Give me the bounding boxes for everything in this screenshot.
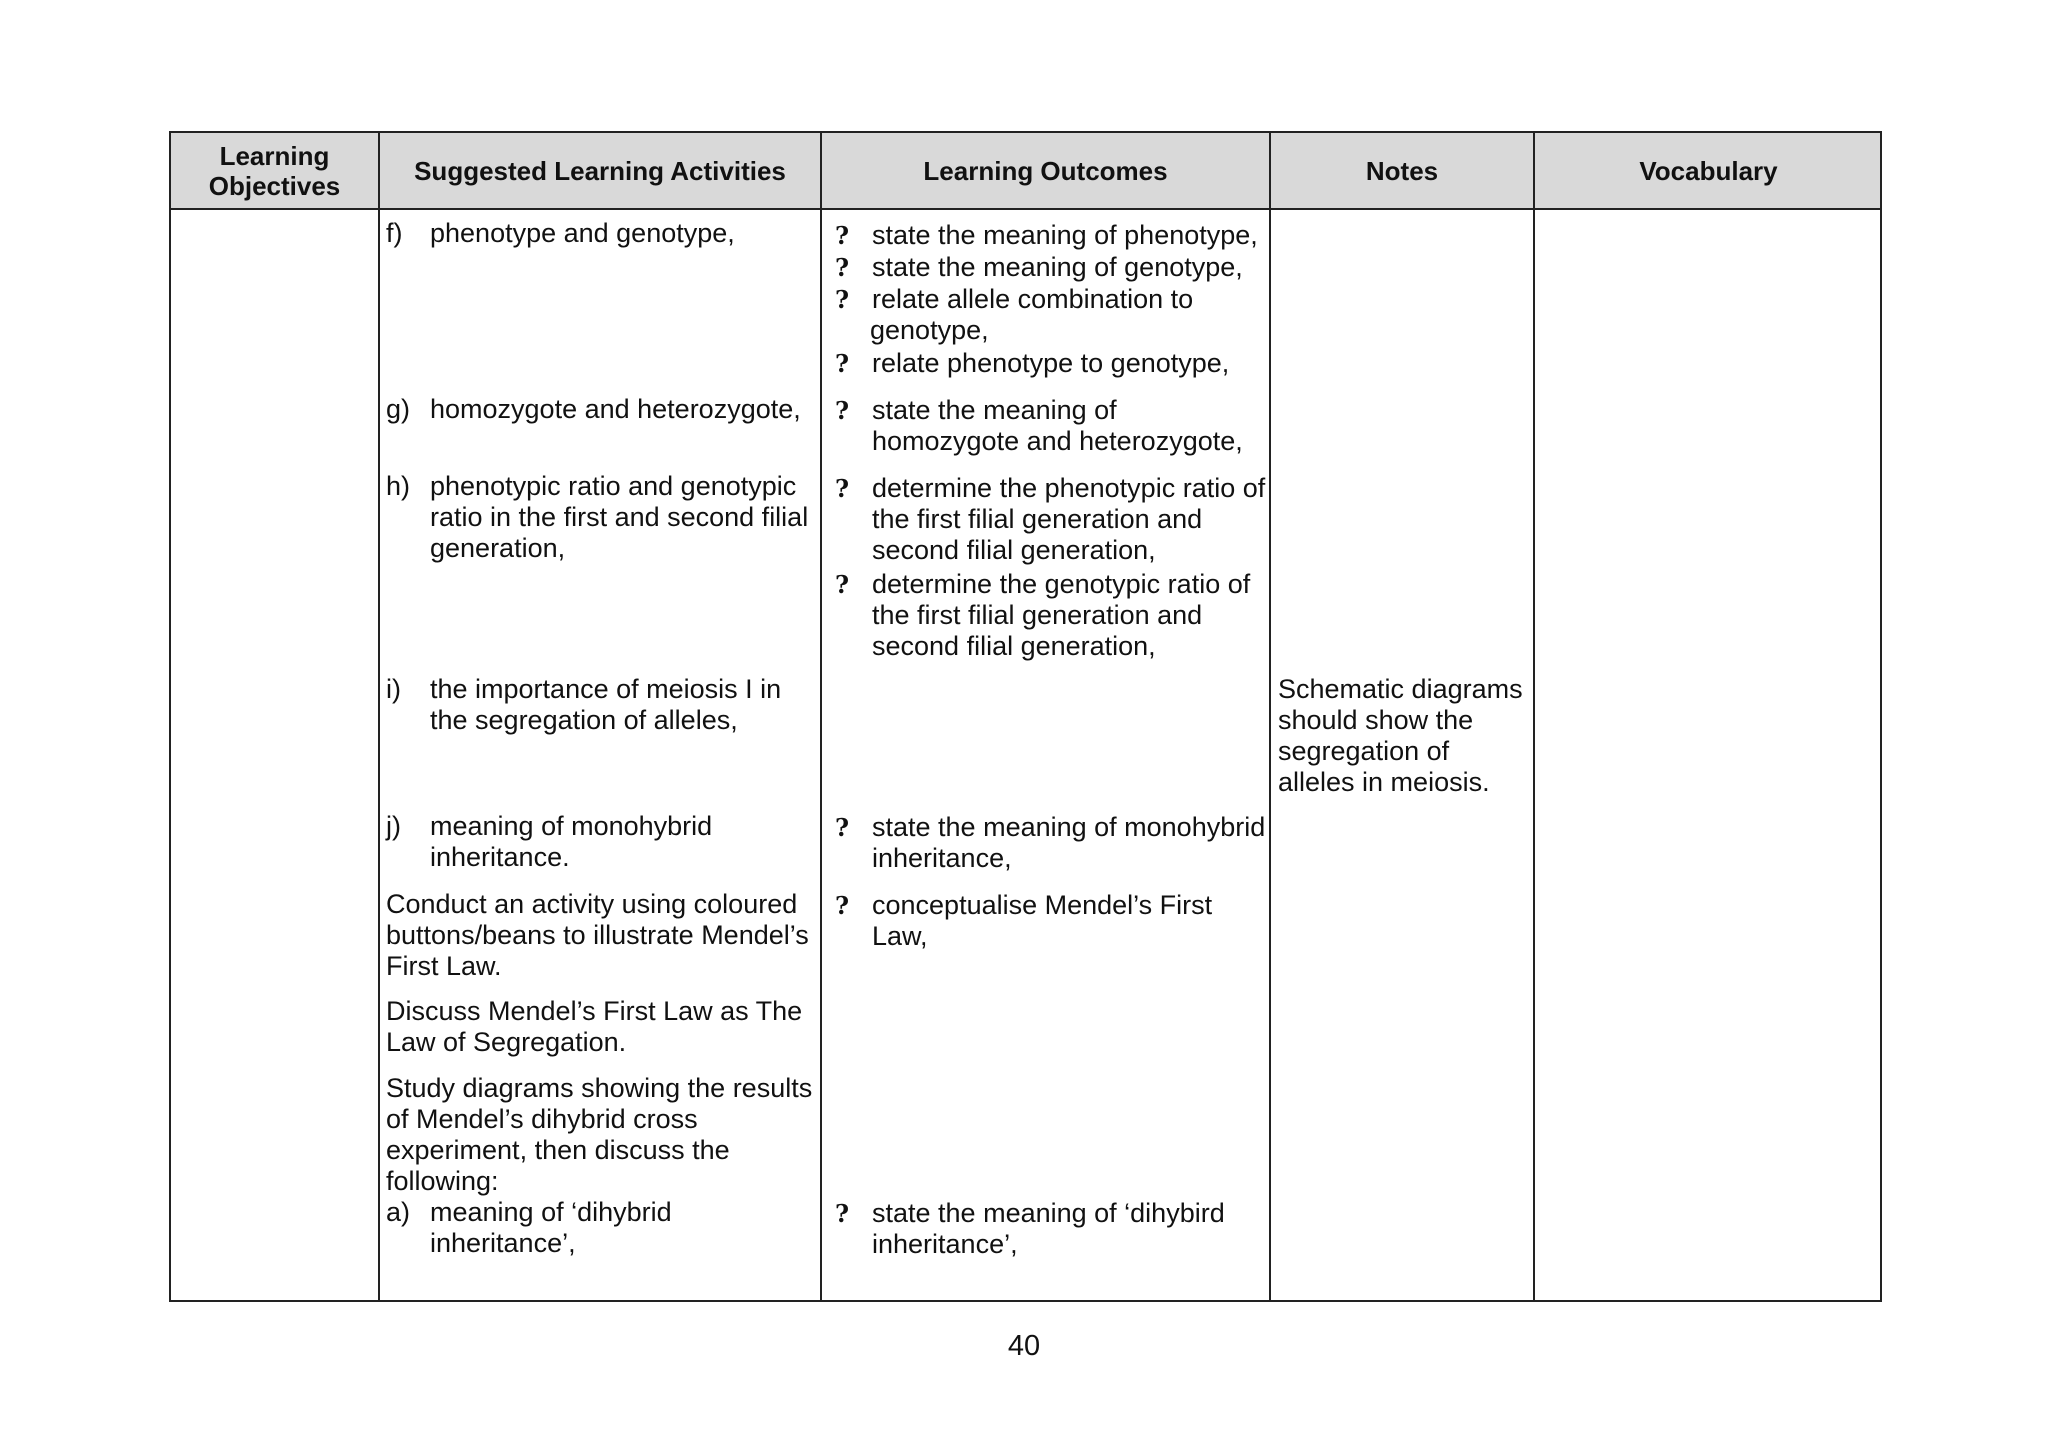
activity-marker: h) (386, 471, 411, 501)
column-divider (378, 133, 380, 1300)
outcome-text: state the meaning of phenotype, (872, 220, 1258, 250)
header-vocabulary: Vocabulary (1639, 155, 1778, 186)
outcome-text: conceptualise Mendel’s First Law, (872, 890, 1213, 951)
header-notes: Notes (1365, 155, 1439, 186)
page-number: 40 (1007, 1330, 1041, 1362)
outcome-bullet: ? (835, 285, 850, 314)
header-learning-outcomes: Learning Outcomes (923, 155, 1168, 186)
outcome-text: state the meaning of ‘dihybird inheritance’, (872, 1198, 1225, 1259)
outcome-bullet: ? (835, 349, 850, 378)
outcome-bullet: ? (835, 474, 850, 503)
activity-marker: j) (386, 811, 401, 841)
header-suggested-learning-activities: Suggested Learning Activities (414, 155, 786, 186)
outcome-bullet: ? (835, 396, 850, 425)
activity-text: phenotypic ratio and genotypic ratio in the first and second filial generation, (430, 471, 809, 563)
outcome-text: state the meaning of homozygote and heterozygote, (872, 395, 1243, 456)
column-divider (1533, 133, 1535, 1300)
outcome-bullet: ? (835, 813, 850, 842)
outcome-text: state the meaning of genotype, (872, 252, 1243, 282)
activity-text: phenotype and genotype, (430, 218, 735, 248)
outcome-bullet: ? (835, 891, 850, 920)
activity-text: homozygote and heterozygote, (430, 394, 801, 424)
outcome-text: determine the phenotypic ratio of the first filial generation and second filial generation, (872, 473, 1266, 565)
activity-text: Discuss Mendel’s First Law as The Law of Segregation. (386, 996, 803, 1057)
activity-text: meaning of ‘dihybrid inheritance’, (430, 1197, 672, 1258)
outcome-bullet: ? (835, 221, 850, 250)
outcome-text: determine the genotypic ratio of the first filial generation and second filial generation, (872, 569, 1251, 661)
outcome-bullet: ? (835, 253, 850, 282)
activity-text: the importance of meiosis I in the segregation of alleles, (430, 674, 782, 735)
activity-marker: a) (386, 1197, 411, 1227)
activity-marker: f) (386, 218, 403, 248)
activity-text: Conduct an activity using coloured buttons/beans to illustrate Mendel’s First Law. (386, 889, 809, 981)
outcome-text: state the meaning of monohybrid inheritance, (872, 812, 1266, 873)
activity-marker: g) (386, 394, 411, 424)
outcome-text: relate allele combination to (872, 284, 1194, 314)
outcome-text: relate phenotype to genotype, (872, 348, 1230, 378)
outcome-bullet: ? (835, 570, 850, 599)
curriculum-table (169, 131, 1882, 1302)
notes-text: Schematic diagrams should show the segregation of alleles in meiosis. (1278, 674, 1523, 797)
outcome-bullet: ? (835, 1199, 850, 1228)
header-learning-objectives: Learning Objectives (208, 140, 341, 201)
activity-marker: i) (386, 674, 401, 704)
outcome-text: genotype, (870, 315, 989, 345)
activity-text: meaning of monohybrid inheritance. (430, 811, 713, 872)
activity-text: Study diagrams showing the results of Mendel’s dihybrid cross experiment, then discuss the following: (386, 1073, 813, 1196)
column-divider (820, 133, 822, 1300)
column-divider (1269, 133, 1271, 1300)
